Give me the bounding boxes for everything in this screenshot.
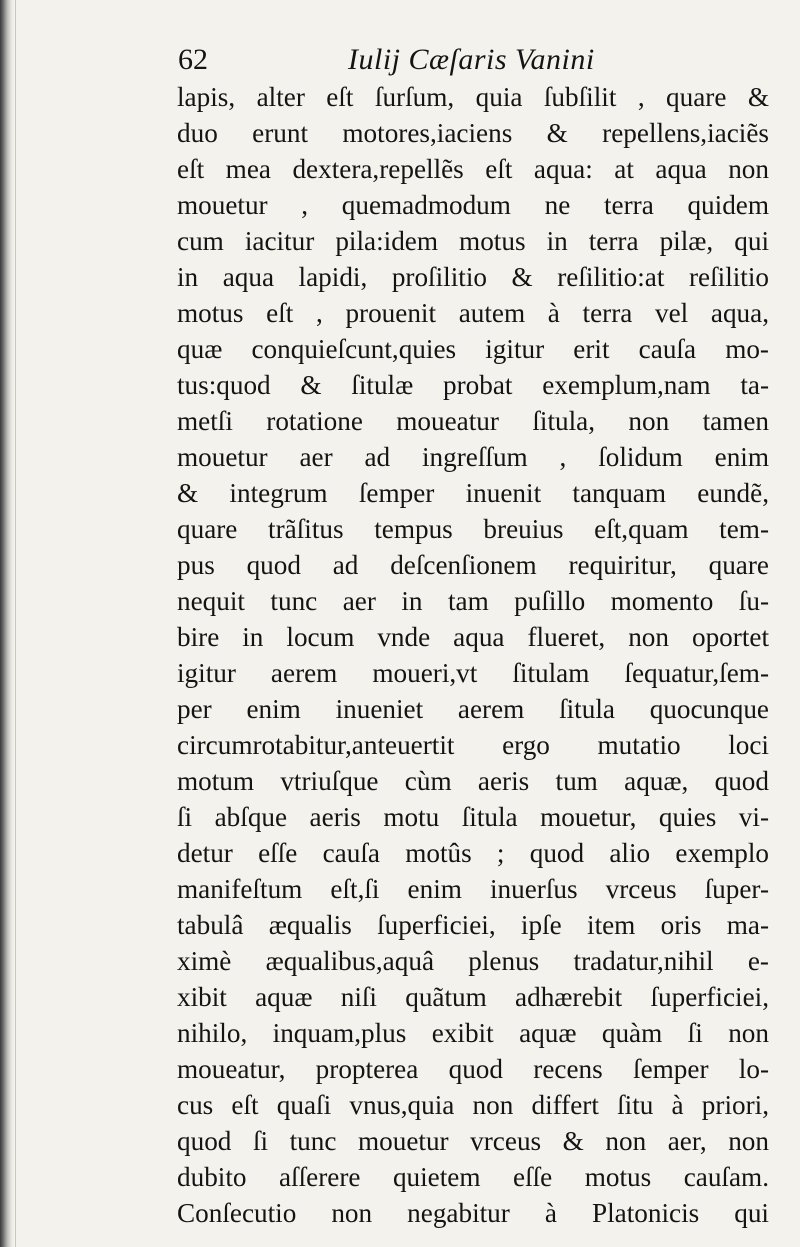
page-header bbox=[0, 40, 800, 80]
text-line: nequit tunc aer in tam puſillo momento ſu- bbox=[177, 586, 769, 616]
text-line: eſt mea dextera,repellẽs eſt aqua: at aqua non bbox=[177, 154, 769, 184]
text-line: tabulâ æqualis ſuperficiei, ipſe item oris ma- bbox=[177, 910, 769, 940]
gutter-edge-line bbox=[15, 0, 16, 1247]
text-line: Conſecutio non negabitur à Platonicis qui bbox=[177, 1198, 769, 1228]
running-head: Iulij Cæſaris Vanini bbox=[348, 43, 595, 76]
text-line: ximè æqualibus,aquâ plenus tradatur,nihil e- bbox=[177, 946, 769, 976]
text-line: igitur aerem moueri,vt ſitulam ſequatur,ſem- bbox=[177, 658, 769, 688]
text-line: bire in locum vnde aqua flueret, non oportet bbox=[177, 622, 769, 652]
text-line: detur eſſe cauſa motûs ; quod alio exemplo bbox=[177, 838, 769, 868]
text-line: xibit aquæ niſi quãtum adhærebit ſuperficiei, bbox=[177, 982, 769, 1012]
text-line: moueatur, propterea quod recens ſemper lo- bbox=[177, 1054, 769, 1084]
text-line: nihilo, inquam,plus exibit aquæ quàm ſi non bbox=[177, 1018, 769, 1048]
text-line: metſi rotatione moueatur ſitula, non tamen bbox=[177, 406, 769, 436]
text-line: cus eſt quaſi vnus,quia non differt ſitu à priori, bbox=[177, 1090, 769, 1120]
text-line: mouetur aer ad ingreſſum , ſolidum enim bbox=[177, 442, 769, 472]
text-line: tus:quod & ſitulæ probat exemplum,nam ta- bbox=[177, 370, 769, 400]
text-line: ſi abſque aeris motu ſitula mouetur, quies vi- bbox=[177, 802, 769, 832]
text-line: per enim inueniet aerem ſitula quocunque bbox=[177, 694, 769, 724]
text-line: manifeſtum eſt,ſi enim inuerſus vrceus ſuper- bbox=[177, 874, 769, 904]
text-line: mouetur , quemadmodum ne terra quidem bbox=[177, 190, 769, 220]
page-number: 62 bbox=[178, 43, 208, 76]
body-text bbox=[177, 79, 769, 1231]
text-line: dubito aſſerere quietem eſſe motus cauſam. bbox=[177, 1162, 769, 1192]
text-line: motum vtriuſque cùm aeris tum aquæ, quod bbox=[177, 766, 769, 796]
text-line: circumrotabitur,anteuertit ergo mutatio loci bbox=[177, 730, 769, 760]
text-line: cum iacitur pila:idem motus in terra pilæ, qui bbox=[177, 226, 769, 256]
text-line: motus eſt , prouenit autem à terra vel aqua, bbox=[177, 298, 769, 328]
text-line: lapis, alter eſt ſurſum, quia ſubſilit , quare & bbox=[177, 82, 769, 112]
binding-gutter bbox=[0, 0, 14, 1247]
text-line: duo erunt motores,iaciens & repellens,iaciẽs bbox=[177, 118, 769, 148]
text-line: quæ conquieſcunt,quies igitur erit cauſa mo- bbox=[177, 334, 769, 364]
text-line: in aqua lapidi, proſilitio & reſilitio:at reſilitio bbox=[177, 262, 769, 292]
text-line: quare trãſitus tempus breuius eſt,quam tem- bbox=[177, 514, 769, 544]
text-line: pus quod ad deſcenſionem requiritur, quare bbox=[177, 550, 769, 580]
text-line: & integrum ſemper inuenit tanquam eundẽ, bbox=[177, 478, 769, 508]
text-line: quod ſi tunc mouetur vrceus & non aer, non bbox=[177, 1126, 769, 1156]
